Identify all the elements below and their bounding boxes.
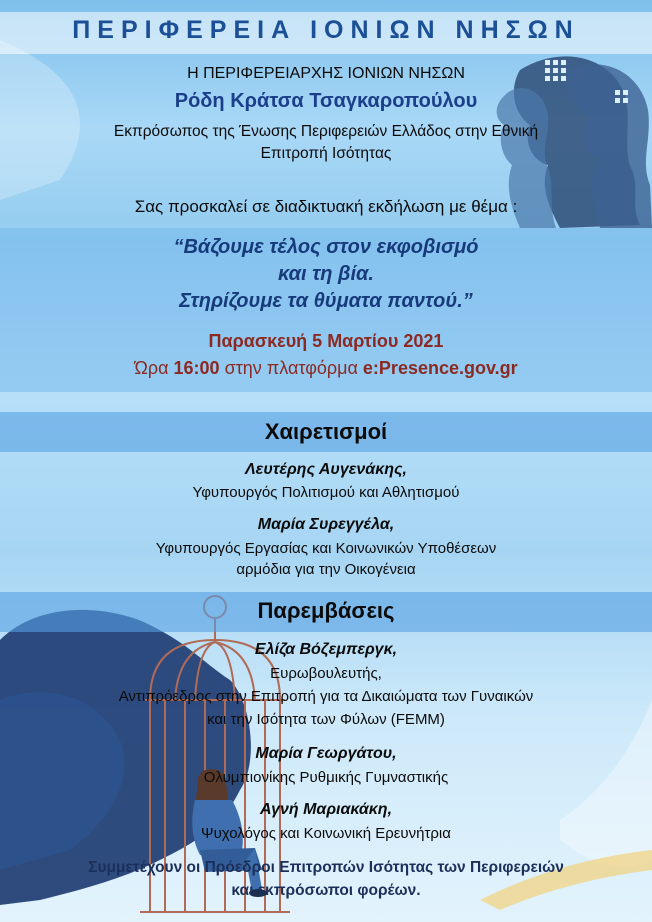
speaker-role: Υφυπουργός Πολιτισμού και Αθλητισμού — [192, 484, 460, 501]
host-role-line1: Εκπρόσωπος της Ένωσης Περιφερειών Ελλάδος στην Εθνική — [113, 123, 539, 140]
host-role-line2: Επιτροπή Ισότητας — [260, 145, 392, 162]
speaker-role: Ψυχολόγος και Κοινωνική Ερευνήτρια — [201, 825, 451, 842]
speaker-name: Αγνή Μαριακάκη, — [259, 801, 393, 818]
event-time: 16:00 — [173, 358, 220, 378]
speaker-name: Λευτέρης Αυγενάκης, — [245, 461, 407, 478]
speaker-role: Ολυμπιονίκης Ρυθμικής Γυμναστικής — [203, 769, 449, 786]
theme-line3: Στηρίζουμε τα θύματα παντού.” — [179, 290, 473, 312]
speaker-role: Αντιπρόεδρος στην Επιτροπή για τα Δικαιώματα των Γυναικών — [118, 688, 534, 705]
event-time-prefix: Ώρα — [134, 358, 174, 378]
event-time-line — [0, 358, 652, 379]
event-time-mid: στην πλατφόρμα — [219, 358, 363, 378]
speaker-role: Ευρωβουλευτής, — [270, 665, 382, 682]
theme-line1: “Βάζουμε τέλος στον εκφοβισμό — [173, 236, 479, 258]
light-streak — [0, 40, 80, 200]
greetings-title: Χαιρετισμοί — [264, 419, 388, 444]
speaker-role: και την Ισότητα των Φύλων (FEMM) — [207, 711, 445, 728]
closing-line2: και εκπρόσωποι φορέων. — [231, 882, 421, 899]
host-subtitle: Η ΠΕΡΙΦΕΡΕΙΑΡΧΗΣ ΙΟΝΙΩΝ ΝΗΣΩΝ — [187, 65, 465, 82]
closing-line1: Συμμετέχουν οι Πρόεδροι Επιτροπών Ισότητας των Περιφερειών — [88, 859, 564, 876]
host-name: Ρόδη Κράτσα Τσαγκαροπούλου — [174, 90, 478, 112]
speaker-role: Υφυπουργός Εργασίας και Κοινωνικών Υποθέσεων — [155, 540, 497, 557]
header-title: ΠΕΡΙΦΕΡΕΙΑ ΙΟΝΙΩΝ ΝΗΣΩΝ — [72, 16, 580, 44]
speaker-name: Μαρία Γεωργάτου, — [255, 745, 397, 762]
theme-line2: και τη βία. — [278, 263, 374, 285]
speaker-name: Μαρία Συρεγγέλα, — [257, 516, 395, 533]
invitation-text: Σας προσκαλεί σε διαδικτυακή εκδήλωση με θέμα : — [134, 197, 518, 216]
event-date: Παρασκευή 5 Μαρτίου 2021 — [208, 331, 444, 351]
event-platform: e:Presence.gov.gr — [362, 358, 518, 378]
interventions-title: Παρεμβάσεις — [257, 598, 395, 623]
speaker-name: Ελίζα Βόζεμπεργκ, — [254, 641, 398, 658]
speaker-role: αρμόδια για την Οικογένεια — [236, 561, 416, 578]
